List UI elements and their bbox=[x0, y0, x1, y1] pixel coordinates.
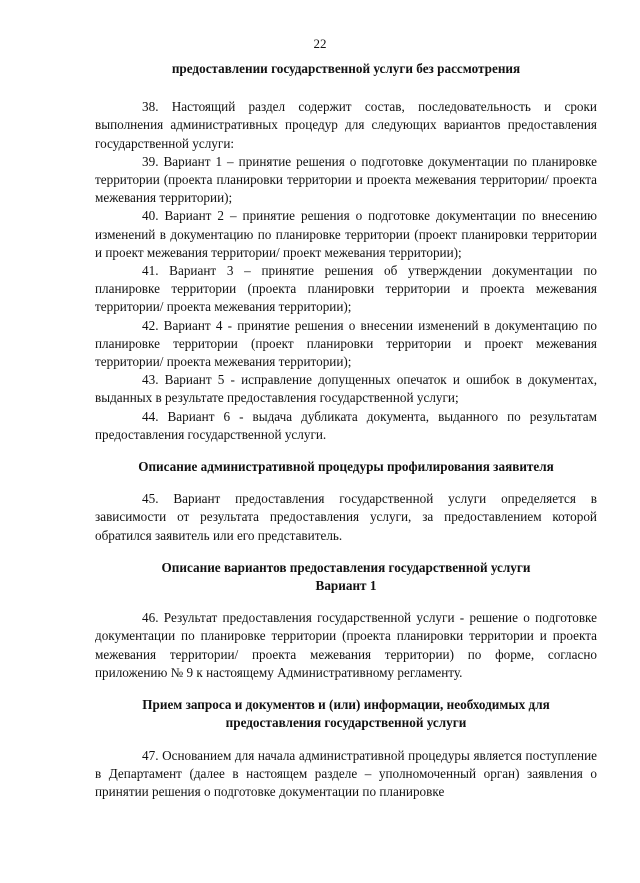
section-heading-profiling: Описание административной процедуры профилирования заявителя bbox=[138, 459, 554, 475]
paragraph-38: 38. Настоящий раздел содержит состав, последовательность и сроки выполнения административных процедур для следующих вариантов предоставления государственной услуги: bbox=[95, 99, 597, 151]
paragraph-43: 43. Вариант 5 - исправление допущенных опечаток и ошибок в документах, выданных в результате предоставления государственной услуги; bbox=[95, 372, 597, 406]
section-heading-request-line-2: предоставления государственной услуги bbox=[225, 715, 467, 731]
section-heading-variants: Описание вариантов предоставления государственной услуги bbox=[161, 559, 531, 575]
page-number: 22 bbox=[313, 36, 327, 51]
paragraph-42: 42. Вариант 4 - принятие решения о внесении изменений в документацию по планировке территории (проект планировки территории и проект межевания территории/ проекта межевания территории); bbox=[95, 317, 597, 370]
paragraph-40: 40. Вариант 2 – принятие решения о подготовке документации по внесению изменений в документацию по планировке территории (проект планировки территории и проект межевания территории/ проект межевания территории); bbox=[95, 208, 597, 260]
paragraph-39: 39. Вариант 1 – принятие решения о подготовке документации по планировке территории (проекта планировки территории и проекта межевания территории/ проекта межевания территории); bbox=[95, 153, 597, 206]
paragraph-45: 45. Вариант предоставления государственной услуги определяется в зависимости от результата предоставления услуги, за предоставлением которой обратился заявитель или его представитель. bbox=[95, 491, 597, 543]
section-heading-top: предоставлении государственной услуги без рассмотрения bbox=[171, 61, 521, 76]
paragraph-41: 41. Вариант 3 – принятие решения об утверждении документации по планировке территории (проекта планировки территории и проекта межевания территории/ проекта межевания территории); bbox=[95, 263, 597, 315]
paragraph-47: 47. Основанием для начала административной процедуры является поступление в Департамент (далее в настоящем разделе – уполномоченный орган) заявления о принятии решения о подготовке документации по планировке bbox=[95, 747, 597, 799]
paragraph-44: 44. Вариант 6 - выдача дубликата документа, выданного по результатам предоставления государственной услуги. bbox=[95, 408, 597, 442]
paragraph-46: 46. Результат предоставления государственной услуги - решение о подготовке документации по планировке территории (проекта планировки территории и проекта межевания территории/ проекта межевания территории) по форме, согласно приложению № 9 к настоящему Административному регламенту. bbox=[95, 610, 597, 680]
section-heading-request-line-1: Прием запроса и документов и (или) информации, необходимых для bbox=[142, 697, 550, 713]
document-body bbox=[95, 60, 597, 801]
section-heading-variant-1: Вариант 1 bbox=[315, 578, 377, 594]
